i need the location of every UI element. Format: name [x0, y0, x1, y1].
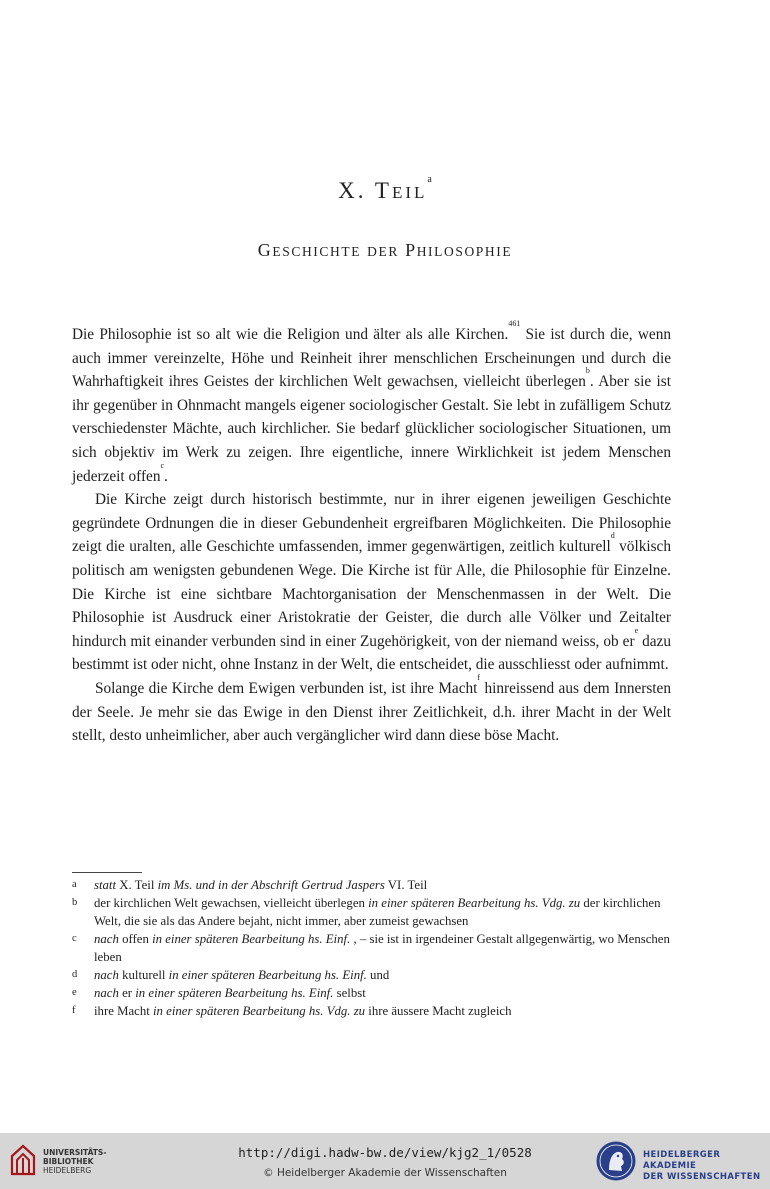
main-text [72, 319, 671, 748]
footnote-item [72, 894, 671, 930]
footnote-text: der kirchlichen Welt gewachsen, vielleicht überlegen in einer späteren Bearbeitung hs. Vdg. zu der kirchlichen Welt, die sie als das Andere bejaht, nicht immer, aber zumeist gewachsen [94, 896, 661, 928]
paragraph-3: Solange die Kirche dem Ewigen verbunden ist, ist ihre Macht$^f$ hinreissend aus dem Innersten der Seele. Je mehr sie das Ewige in den Dienst ihrer Zeitlichkeit, d.h. ihrer Macht in der Welt stellt, desto unheimlicher, aber auch vergänglicher wird dann diese böse Macht. [72, 672, 671, 745]
footnote-mark: e [72, 987, 77, 998]
chapter-subtitle: GESCHICHTE DER PHILOSOPHIE [257, 240, 513, 260]
footnote-item [72, 1002, 671, 1020]
chapter-numeral: X. [338, 178, 367, 203]
footnote-text: nach er in einer späteren Bearbeitung hs. Einf. selbst [94, 986, 366, 1000]
footnote-text: statt X. Teil im Ms. und in der Abschrift Gertrud Jaspers VI. Teil [94, 878, 428, 892]
university-library-label[interactable]: UNIVERSITÄTS- BIBLIOTHEK HEIDELBERG [43, 1148, 107, 1175]
paragraph-1: Die Philosophie ist so alt wie die Religion und älter als alle Kirchen.$^{461}$ Sie ist durch die, wenn auch immer vereinzelte, Höhe und Reinheit ihrer menschlichen Erscheinungen und durch die Wahrhaftigkeit ihres Geistes der kirchlichen Welt gewachsen, vielleicht überlegen$^b$. Aber sie ist ihr gegenüber in Ohnmacht mangels eigener sociologischer Gestalt. Sie lebt in zufälligem Schutz verschiedenster Mächte, auch kirchlicher. Sie bedarf glücklicher sociologischer Situationen, um sich objektiv im Werk zu zeigen. Ihre eigentliche, innere Wirklichkeit ist jedem Menschen jederzeit offen$^c$. [72, 319, 671, 485]
footnote-mark: d [72, 969, 78, 980]
copyright-notice: © Heidelberger Akademie der Wissenschaften [263, 1167, 507, 1179]
footnote-mark: a [72, 879, 77, 890]
footnote-mark: b [72, 897, 78, 908]
chapter-word: TEIL [374, 178, 428, 203]
footnote-marker: d [610, 531, 615, 541]
footnote-item [72, 984, 671, 1002]
chapter-footnote-mark: a [427, 174, 432, 185]
footnote-marker: c [160, 460, 165, 470]
footnote-marker: b [585, 366, 590, 376]
paragraph-2: Die Kirche zeigt durch historisch bestimmte, nur in ihrer eigenen jeweiligen Geschichte gegründete Ordnungen die in dieser Gebundenheit ergreifbaren Möglichkeiten. Die Philosophie zeigt die uralten, alle Geschichte umfassenden, immer gegenwärtigen, zeitlich kulturell$^d$ völkisch politisch am wenigsten gebundenen Wege. Die Kirche ist für Alle, die Philosophie für Einzelne. Die Kirche ist eine sichtbare Machtorganisation der Menschenmassen in der Welt. Die Philosophie ist Ausdruck einer Aristokratie der Geister, die durch alle Völker und Zeitalter hindurch mit einander verbunden sind in einer Zugehörigkeit, von der niemand weiss, ob $er^e$ dazu bestimmt ist oder nicht, ohne Instanz in der Welt, die entscheidet, die ausschliesst oder aufnimmt. [72, 491, 671, 674]
footnote-marker: e [634, 625, 639, 635]
footnote-divider [72, 872, 142, 873]
footnote-item [72, 966, 671, 984]
footnote-item [72, 930, 671, 966]
footnote-item [72, 876, 671, 894]
footnote-mark: c [72, 933, 77, 944]
academy-seal-icon[interactable] [595, 1140, 637, 1182]
footnote-marker: f [477, 672, 481, 682]
footer-bar [0, 1133, 770, 1189]
academy-label[interactable]: HEIDELBERGER AKADEMIE DER WISSENSCHAFTEN [643, 1150, 761, 1182]
footnotes [72, 876, 671, 1020]
footnote-mark: f [72, 1005, 76, 1016]
permalink-url[interactable]: http://digi.hadw-bw.de/view/kjg2_1/0528 [238, 1145, 532, 1160]
footnote-text: nach offen in einer späteren Bearbeitung hs. Einf. , – sie ist in irgendeiner Gestalt allgegenwärtig, wo Menschen leben [94, 932, 670, 964]
chapter-heading [0, 174, 770, 204]
footnote-text: ihre Macht in einer späteren Bearbeitung hs. Vdg. zu ihre äussere Macht zugleich [94, 1004, 512, 1018]
note-marker: 461 [508, 319, 521, 328]
footnote-text: nach kulturell in einer späteren Bearbeitung hs. Einf. und [94, 968, 390, 982]
